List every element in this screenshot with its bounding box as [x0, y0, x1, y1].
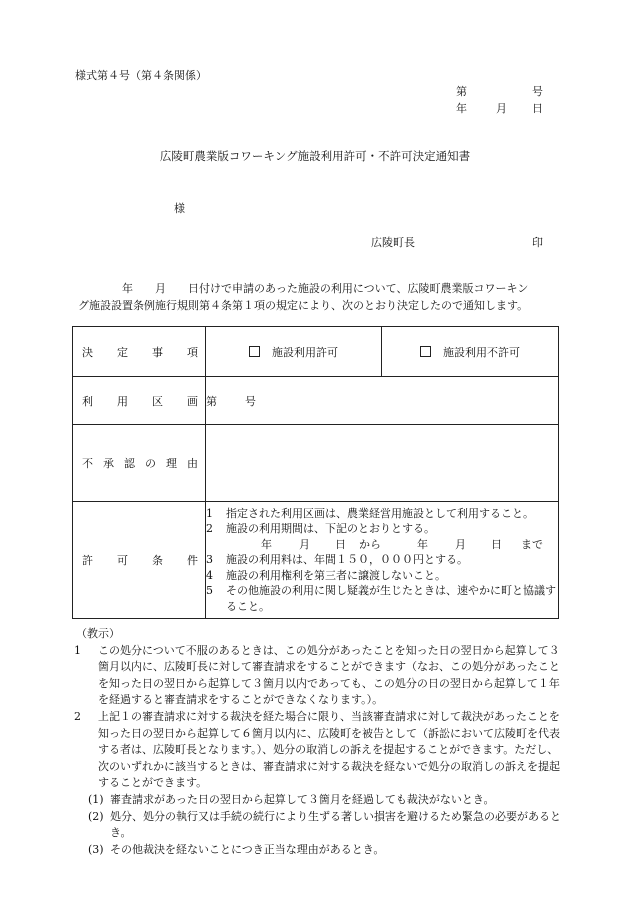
addressee-suffix: 様 — [174, 202, 185, 215]
permit-option-label: 施設利用許可 — [272, 345, 338, 359]
plot-prefix: 第 — [206, 394, 217, 408]
permit-checkbox[interactable] — [249, 346, 260, 357]
reason-row — [73, 425, 559, 502]
usage-period: 年 月 日 から 年 月 日 まで — [261, 537, 543, 551]
reason-label: 不 承 認 の 理 由 — [82, 457, 198, 470]
plot-row — [73, 377, 559, 425]
deny-option-label: 施設利用不許可 — [443, 345, 520, 359]
date-year-label: 年 — [456, 102, 467, 115]
decision-table — [72, 326, 559, 619]
reason-value-field[interactable] — [206, 425, 559, 502]
issuer-name: 広陵町長 — [371, 236, 415, 249]
date-month-label: 月 — [496, 102, 507, 115]
date-day-label: 日 — [532, 102, 543, 115]
notes-header: （教示） — [76, 627, 120, 640]
permit-option[interactable] — [206, 327, 382, 377]
deny-option[interactable] — [382, 327, 559, 377]
decision-label: 決 定 事 項 — [82, 345, 198, 359]
condition-item: 2 施設の利用期間は、下記のとおりとする。 — [206, 522, 435, 536]
condition-item: 5 その他施設の利用に関し疑義が生じたときは、速やかに町と協議すること。 — [206, 584, 556, 613]
document-number-suffix: 号 — [532, 85, 543, 98]
conditions-list — [206, 502, 559, 619]
plot-suffix: 号 — [245, 394, 256, 408]
document-number-label: 第 — [456, 85, 467, 98]
deny-checkbox[interactable] — [420, 346, 431, 357]
plot-label: 利 用 区 画 — [82, 394, 198, 408]
intro-paragraph — [78, 280, 558, 314]
intro-line-1: 年 月 日付けで申請のあった施設の利用について、広陵町農業版コワーキン — [122, 282, 529, 295]
note-sub-item: (1) 審査請求があった日の翌日から起算して３箇月を経過しても裁決がないとき。 — [88, 792, 495, 806]
note-item: 1 この処分について不服のあるときは、この処分があったことを知った日の翌日から起算して３箇月以内に、広陵町長に対して審査請求をすることができます（なお、この処分があったことを知った日の翌日から起算して３箇月以内であっても、この処分の日の翌日から起算して１年を経過すると審査請求をすることができなくなります。）。 — [74, 643, 560, 707]
plot-value-field[interactable] — [206, 377, 559, 425]
decision-row — [73, 327, 559, 377]
note-item: 2 上記１の審査請求に対する裁決を経た場合に限り、当該審査請求に対して裁決があったことを知った日の翌日から起算して６箇月以内に、広陵町を被告として（訴訟において広陵町を代表する者は、広陵町長となります。）、処分の取消しの訴えを提起することができます。ただし、次のいずれかに該当するときは、審査請求に対する裁決を経ないで処分の取消しの訴えを提起することができます。 — [74, 709, 560, 790]
condition-item: 3 施設の利用料は、年間１５０，０００円とする。 — [206, 553, 468, 567]
document-title: 広陵町農業版コワーキング施設利用許可・不許可決定通知書 — [159, 149, 471, 163]
instruction-notes — [76, 626, 562, 858]
note-sub-item: (3) その他裁決を経ないことにつき正当な理由があるとき。 — [88, 842, 385, 856]
condition-item: 1 指定された利用区画は、農業経営用施設として利用すること。 — [206, 506, 534, 520]
intro-line-2: グ施設設置条例施行規則第４条第１項の規定により、次のとおり決定したので通知します。 — [78, 299, 529, 312]
conditions-row — [73, 502, 559, 619]
seal-mark: 印 — [532, 236, 543, 249]
condition-item: 4 施設の利用権利を第三者に譲渡しないこと。 — [206, 568, 446, 582]
form-label: 様式第４号（第４条関係） — [75, 69, 207, 82]
conditions-label: 許 可 条 件 — [82, 554, 198, 567]
note-sub-item: (2) 処分、処分の執行又は手続の続行により生ずる著しい損害を避けるため緊急の必要があるとき。 — [88, 809, 561, 840]
